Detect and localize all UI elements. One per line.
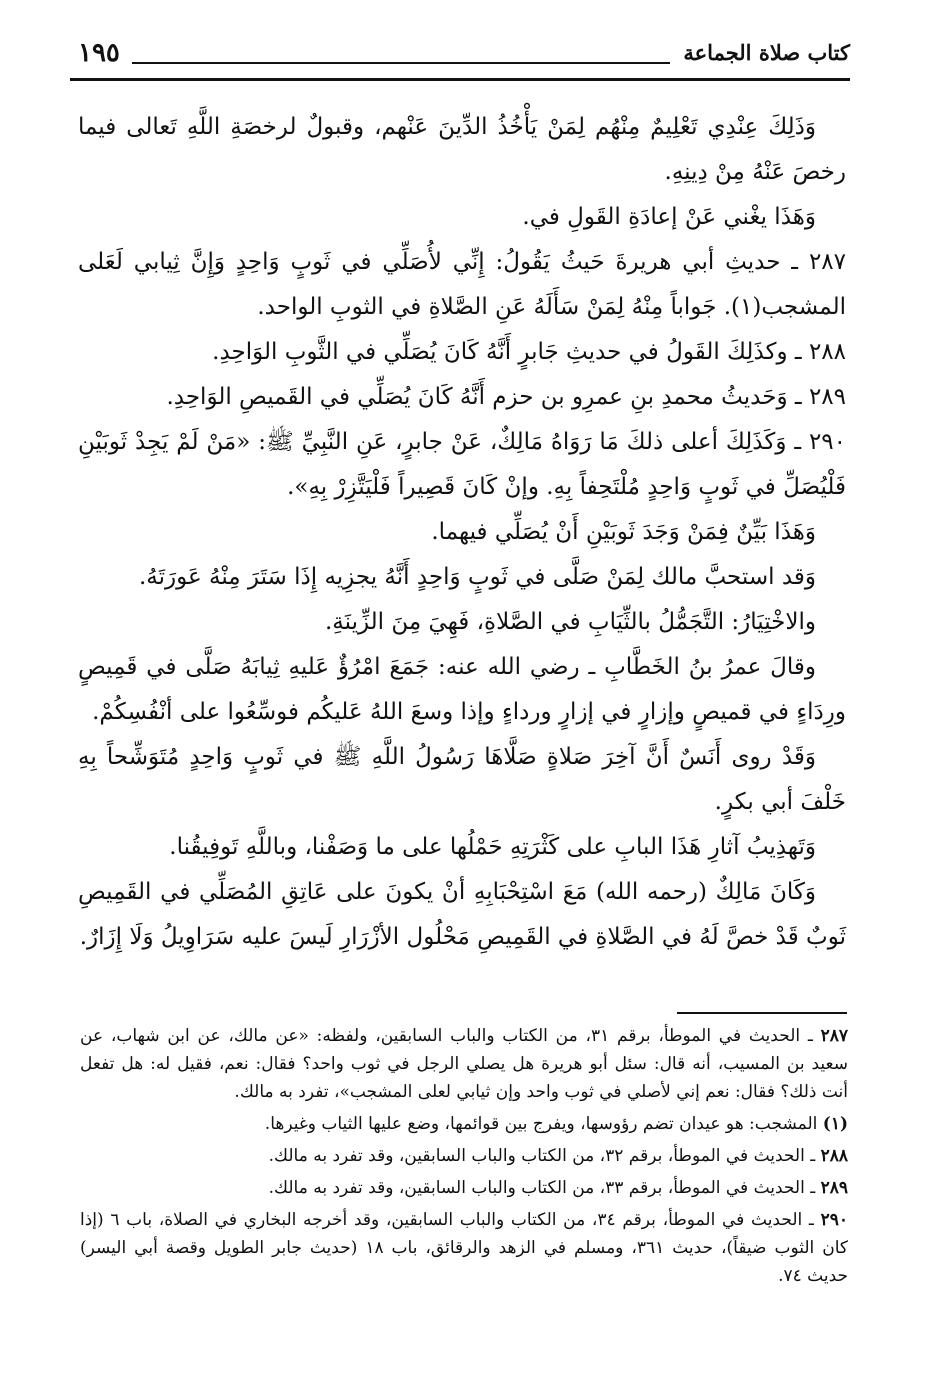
footnotes (80, 1022, 848, 1294)
footnote (80, 1174, 848, 1202)
footnote-text: المشجب: هو عيدان تضم رؤوسها، ويفرج بين قوائمها، وضع عليها الثياب وغيرها. (264, 1114, 818, 1134)
footnote-number: ٢٨٩ (820, 1178, 848, 1198)
paragraph: وقالَ عمرُ بنُ الخَطَّابِ ـ رضي الله عنه: جَمَعَ امْرُؤٌ عَليهِ ثِيابَهُ صَلَّى في قَمِيصٍ ورِدَاءٍ في قميصٍ وإزارٍ في إزارٍ ورداءٍ وإذا وسعَ اللهُ عَليكُم فوسِّعُوا على أنْفُسِكُمْ. (78, 654, 846, 725)
paragraph: وَقَدْ روى أَنَسٌ أَنَّ آخِرَ صَلاةٍ صَلَّاهَا رَسُولُ اللَّهِ ﷺ في ثَوبٍ وَاحِدٍ مُتَوَشِّحاً بِهِ خَلْفَ أبي بكرٍ. (78, 744, 846, 815)
paragraph: وَهَذَا بَيِّنٌ فِمَنْ وَجَدَ ثَوبَيْنِ أَنْ يُصَلِّي فيهما. (431, 519, 816, 545)
footnote-number: ٢٨٧ (820, 1026, 849, 1046)
paragraph-hadith-289: ٢٨٩ ـ وَحَديثُ محمدِ بنِ عمرِو بن حزم أَنَّهُ كَانَ يُصَلِّي في القَميصِ الوَاحِدِ. (166, 384, 846, 410)
paragraph-hadith-288: ٢٨٨ ـ وكذَلِكَ القَولُ في حديثِ جَابرٍ أَنَّهُ كَانَ يُصَلِّي في الثَّوبِ الوَاحِدِ. (212, 339, 846, 365)
page-header (70, 38, 850, 78)
paragraph: وَقد استحبَّ مالك لِمَنْ صَلَّى في ثَوبٍ وَاحِدٍ أَنَّهُ يجزِيه إِذَا سَتَرَ مِنْهُ عَورَتَهُ. (138, 564, 816, 590)
footnote (80, 1110, 848, 1138)
paragraph: وَتَهذِيبُ آثارِ هَذَا البابِ على كَثْرَتِهِ حَمْلُها على ما وَصَفْنا، وباللَّهِ تَوفِيقُنا. (169, 834, 816, 860)
paragraph: وَذَلِكَ عِنْدِي تَعْلِيمٌ مِنْهُم لِمَنْ يَأْخُذُ الدِّينَ عَنْهم، وقبولٌ لرخصَةِ اللَّهِ تَعالى فيما رخصَ عَنْهُ مِنْ دِينِهِ. (78, 114, 846, 185)
footnote (80, 1142, 848, 1170)
paragraph-hadith-287: ٢٨٧ ـ حديثِ أبي هريرةَ حَيثُ يَقُولُ: إِنِّي لأُصَلِّي في ثَوبٍ وَاحِدٍ وَإِنَّ ثِيابي لَعَلى المشجب(١). جَواباً مِنْهُ لِمَنْ سَأَلَهُ عَنِ الصَّلاةِ في الثوبِ الواحد. (78, 249, 846, 320)
footnote-number: (١) (822, 1114, 848, 1134)
main-text (78, 105, 846, 960)
footnote (80, 1022, 848, 1106)
footnote-text: ـ الحديث في الموطأ، برقم ٣٢، من الكتاب والباب السابقين، وقد تفرد به مالك. (268, 1146, 816, 1166)
footnote-text: ـ الحديث في الموطأ، برقم ٣٣، من الكتاب والباب السابقين، وقد تفرد به مالك. (268, 1178, 816, 1198)
paragraph-hadith-290: ٢٩٠ ـ وَكَذَلِكَ أعلى ذلكَ مَا رَوَاهُ مَالِكٌ، عَنْ جابرٍ، عَنِ النَّبِيِّ ﷺ: «مَنْ لَمْ يَجِدْ ثَوبَيْنِ فَلْيُصَلِّ في ثَوبٍ وَاحِدٍ مُلْتَحِفاً بِهِ. وإنْ كَانَ قَصِيراً فَلْيَتَّزِرْ بِهِ». (78, 429, 846, 500)
footnote (80, 1206, 848, 1290)
header-rule (132, 62, 670, 64)
page-number: ١٩٥ (78, 38, 120, 68)
footnote-number: ٢٩٠ (820, 1210, 849, 1230)
chapter-title: كتاب صلاة الجماعة (683, 40, 850, 65)
footnote-text: ـ الحديث في الموطأ، برقم ٣٤، من الكتاب والباب السابقين، وقد أخرجه البخاري في الصلاة، باب ٦ (إذا كان الثوب ضيقاً)، حديث ٣٦١، ومسلم في الزهد والرقائق، باب ١٨ (حديث جابر الطويل وقصة أبي اليسر) حديث ٧٤. (80, 1210, 848, 1286)
paragraph: والاخْتِيَارُ: التَّجَمُّلُ بالثِّيَابِ في الصَّلاةِ، فَهِيَ مِنَ الزِّينَةِ. (325, 609, 816, 635)
footnote-text: ـ الحديث في الموطأ، برقم ٣١، من الكتاب والباب السابقين، ولفظه: «عن مالك، عن ابن شهاب، عن سعيد بن المسيب، أنه قال: سئل أبو هريرة هل يصلي الرجل في ثوب واحد؟ فقال: نعم، فقيل له: هل تفعل أنت ذلك؟ فقال: نعم إني لأصلي في ثوب واحد وإن ثيابي لعلى المشجب»، تفرد به مالك. (80, 1026, 848, 1102)
paragraph: وَهَذَا يغْني عَنْ إعادَةِ القَولِ في. (522, 204, 816, 230)
header-divider (70, 78, 850, 81)
footnote-number: ٢٨٨ (820, 1146, 848, 1166)
paragraph: وَكَانَ مَالِكٌ (رحمه الله) مَعَ اسْتِحْبَابِهِ أنْ يكونَ على عَاتِقِ المُصَلِّي في القَمِيصِ ثَوبٌ قَدْ خصَّ لَهُ في الصَّلاةِ في القَمِيصِ مَحْلُول الأزْرَارِ لَيسَ عليه سَرَاوِيلُ وَلَا إِزَارٌ. (78, 879, 846, 950)
footnote-divider (677, 1012, 847, 1014)
